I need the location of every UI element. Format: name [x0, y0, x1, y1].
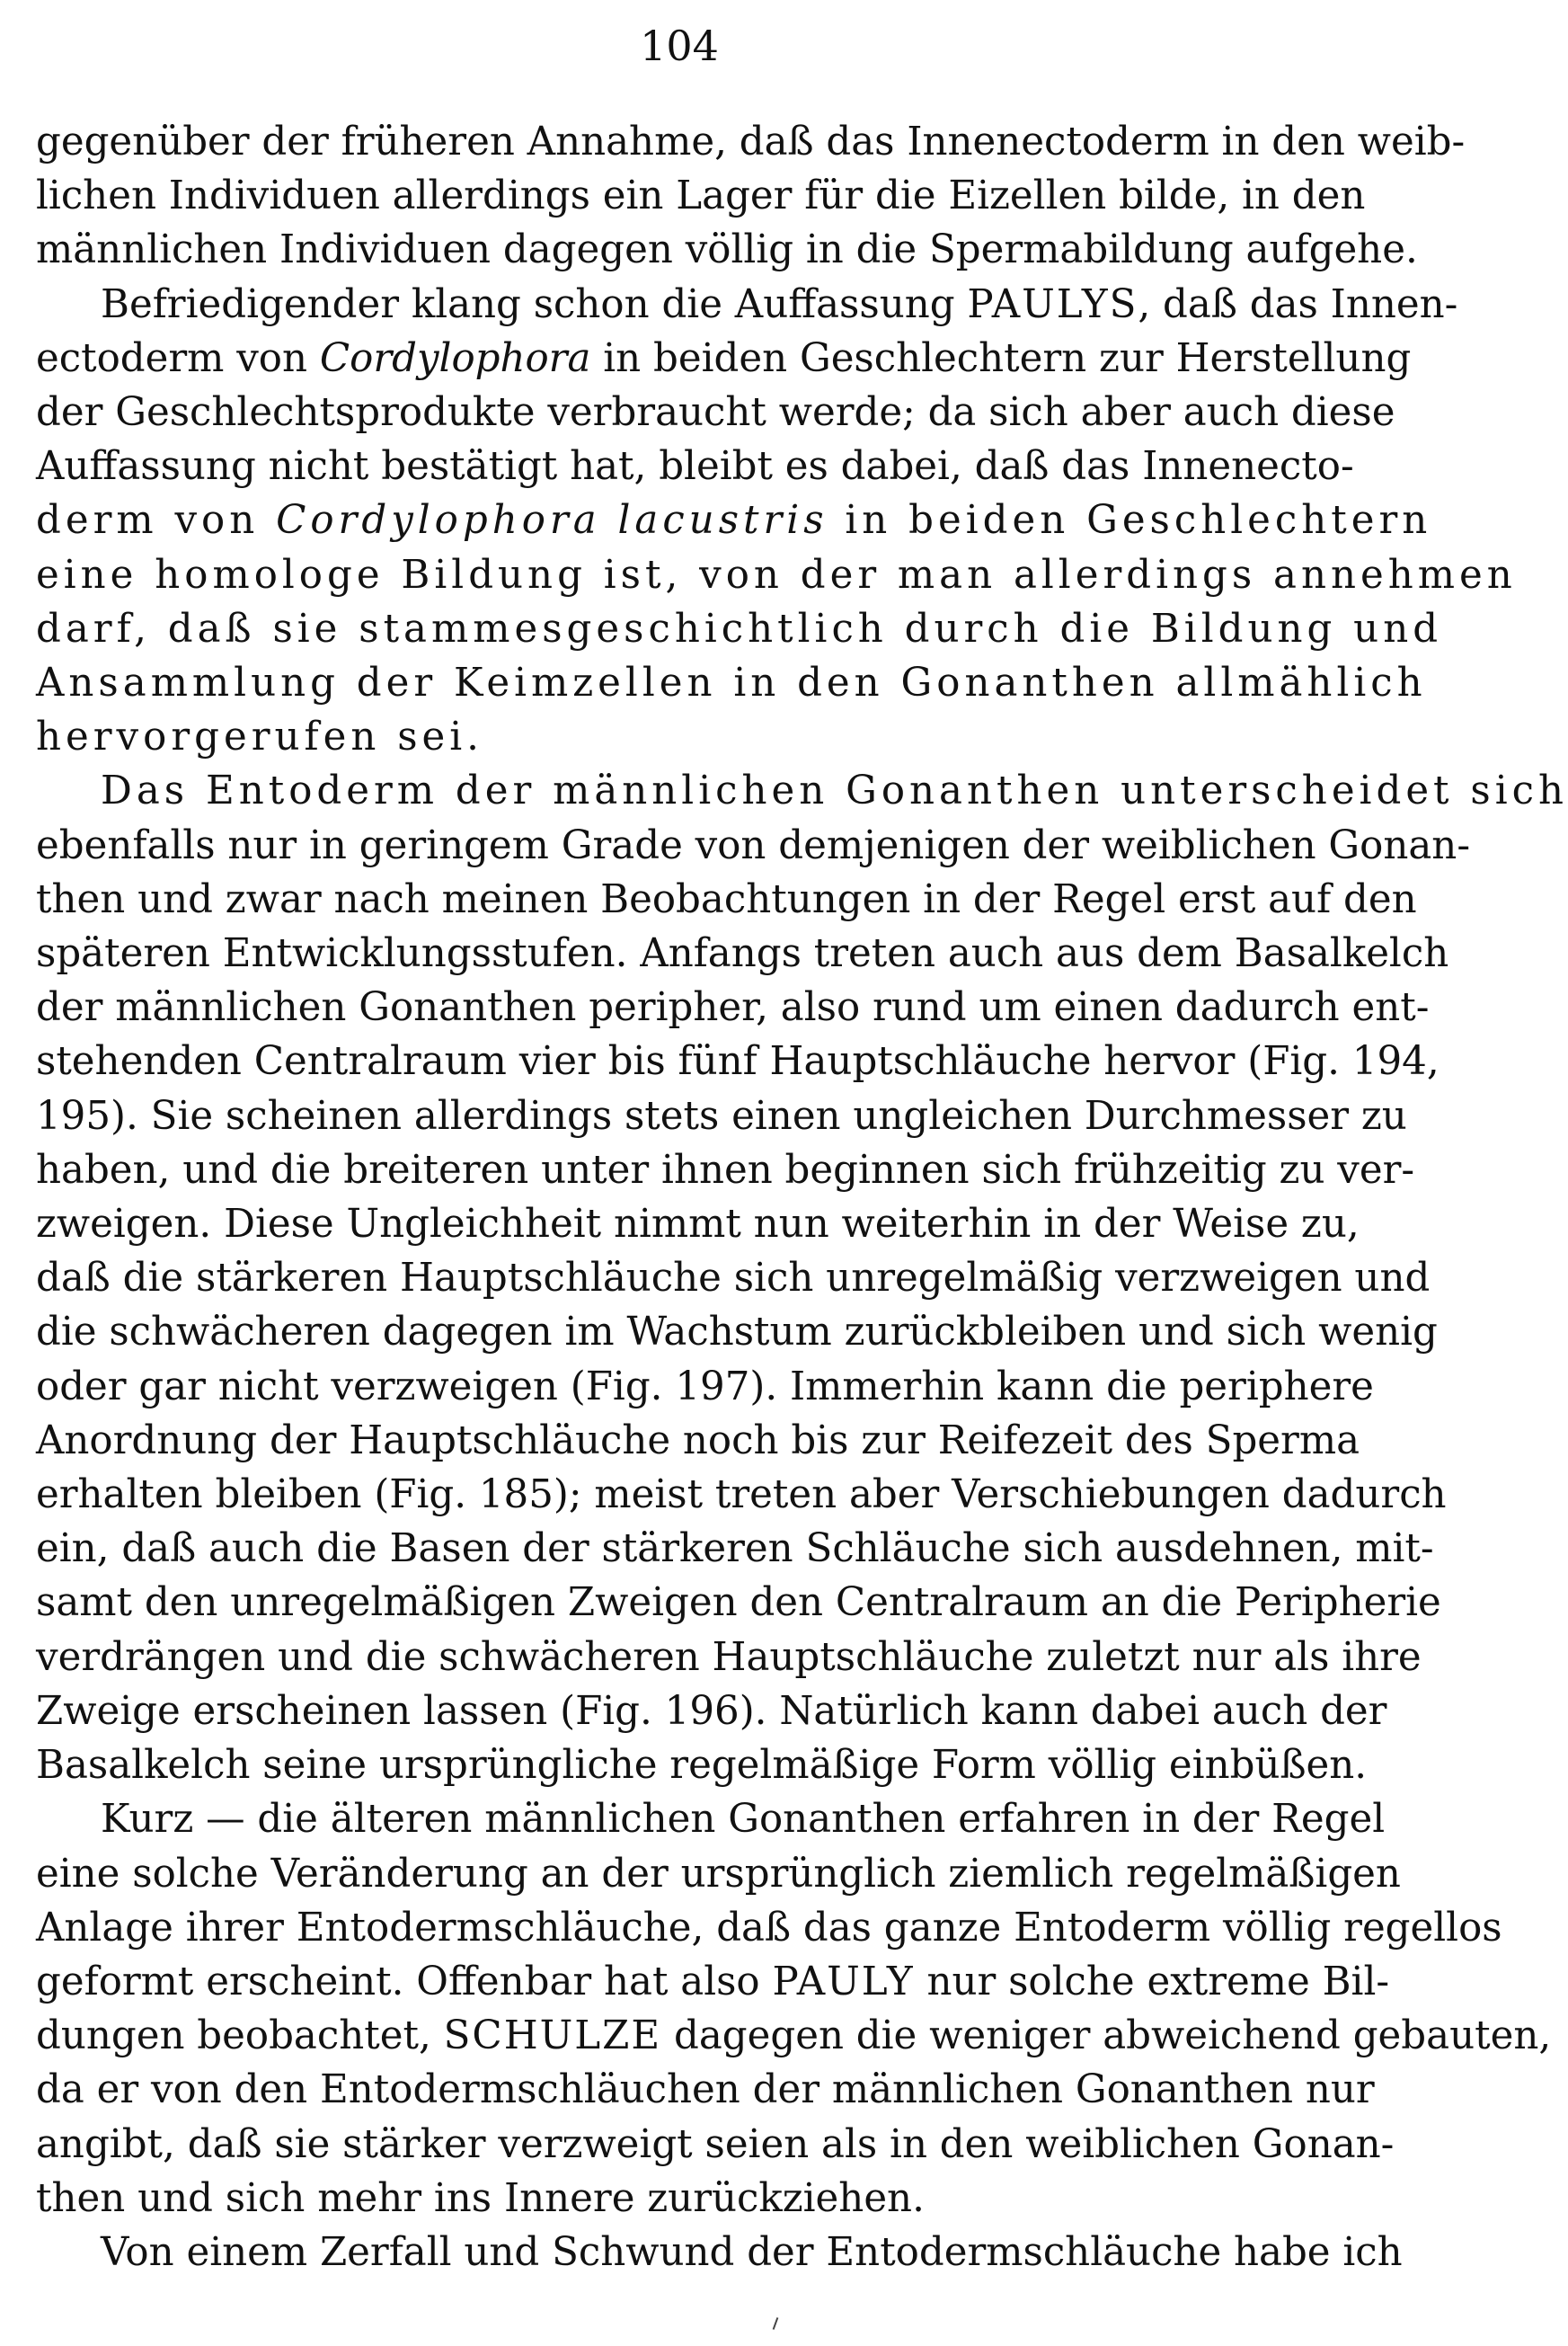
- text-line: oder gar nicht verzweigen (Fig. 197). Immerhin kann die periphere: [36, 1364, 1374, 1409]
- text-line: samt den unregelmäßigen Zweigen den Centralraum an die Peripherie: [36, 1580, 1441, 1626]
- text-line: geformt erscheint. Offenbar hat also PAULY nur solche extreme Bil-: [36, 1959, 1390, 2004]
- text-line: verdrängen und die schwächeren Hauptschläuche zuletzt nur als ihre: [36, 1634, 1422, 1680]
- paragraph: [36, 278, 1517, 765]
- text-line: Kurz — die älteren männlichen Gonanthen erfahren in der Regel: [101, 1797, 1386, 1843]
- paragraph: [36, 2226, 1403, 2279]
- text-line: Zweige erscheinen lassen (Fig. 196). Natürlich kann dabei auch der: [36, 1688, 1387, 1734]
- text-line: da er von den Entodermschläuchen der männlichen Gonanthen nur: [36, 2067, 1375, 2113]
- text-line: stehenden Centralraum vier bis fünf Hauptschläuche hervor (Fig. 194,: [36, 1039, 1440, 1085]
- paragraph: [36, 764, 1568, 1792]
- text-line: lichen Individuen allerdings ein Lager für die Eizellen bilde, in den: [36, 173, 1366, 219]
- text-line: ein, daß auch die Basen der stärkeren Schläuche sich ausdehnen, mit-: [36, 1526, 1434, 1572]
- text-line: eine homologe Bildung ist, von der man allerdings annehmen: [36, 552, 1517, 598]
- text-line: erhalten bleiben (Fig. 185); meist treten aber Verschiebungen dadurch: [36, 1472, 1447, 1518]
- print-speck: [773, 2317, 779, 2330]
- text-line: Anlage ihrer Entodermschläuche, daß das ganze Entoderm völlig regellos: [36, 1905, 1502, 1951]
- text-line: Von einem Zerfall und Schwund der Entodermschläuche habe ich: [101, 2229, 1403, 2275]
- text-line: männlichen Individuen dagegen völlig in die Spermabildung aufgehe.: [36, 227, 1418, 273]
- text-line: then und zwar nach meinen Beobachtungen in der Regel erst auf den: [36, 876, 1417, 922]
- paragraph: [36, 115, 1466, 278]
- text-line: dungen beobachtet, SCHULZE dagegen die weniger abweichend gebauten,: [36, 2013, 1552, 2059]
- text-line: der Geschlechtsprodukte verbraucht werde; da sich aber auch diese: [36, 390, 1395, 436]
- text-line: Auffassung nicht bestätigt hat, bleibt es dabei, daß das Innenecto-: [36, 444, 1354, 490]
- text-line: Befriedigender klang schon die Auffassung PAULYS, daß das Innen-: [101, 281, 1458, 327]
- text-line: eine solche Veränderung an der ursprünglich ziemlich regelmäßigen: [36, 1851, 1401, 1897]
- text-line: ectoderm von Cordylophora in beiden Geschlechtern zur Herstellung: [36, 335, 1412, 381]
- text-line: der männlichen Gonanthen peripher, also rund um einen dadurch ent-: [36, 985, 1430, 1031]
- text-line: derm von Cordylophora lacustris in beiden Geschlechtern: [36, 498, 1432, 544]
- text-line: zweigen. Diese Ungleichheit nimmt nun weiterhin in der Weise zu,: [36, 1202, 1360, 1248]
- text-line: hervorgerufen sei.: [36, 715, 484, 760]
- text-line: Das Entoderm der männlichen Gonanthen unterscheidet sich: [101, 769, 1568, 814]
- text-line: Ansammlung der Keimzellen in den Gonanthen allmählich: [36, 661, 1427, 706]
- text-line: gegenüber der früheren Annahme, daß das Innenectoderm in den weib-: [36, 120, 1466, 164]
- text-line: haben, und die breiteren unter ihnen beginnen sich frühzeitig zu ver-: [36, 1147, 1415, 1193]
- text-line: die schwächeren dagegen im Wachstum zurückbleiben und sich wenig: [36, 1310, 1438, 1355]
- text-line: daß die stärkeren Hauptschläuche sich unregelmäßig verzweigen und: [36, 1256, 1431, 1302]
- paragraph: [36, 1792, 1552, 2226]
- page-number: 104: [640, 22, 719, 70]
- text-line: angibt, daß sie stärker verzweigt seien als in den weiblichen Gonan-: [36, 2121, 1395, 2167]
- text-line: späteren Entwicklungsstufen. Anfangs treten auch aus dem Basalkelch: [36, 931, 1449, 977]
- text-line: then und sich mehr ins Innere zurückziehen.: [36, 2175, 925, 2221]
- text-line: Basalkelch seine ursprüngliche regelmäßige Form völlig einbüßen.: [36, 1743, 1368, 1789]
- text-line: Anordnung der Hauptschläuche noch bis zur Reifezeit des Sperma: [36, 1417, 1360, 1463]
- text-line: 195). Sie scheinen allerdings stets einen ungleichen Durchmesser zu: [36, 1093, 1407, 1139]
- text-line: ebenfalls nur in geringem Grade von demjenigen der weiblichen Gonan-: [36, 822, 1471, 868]
- body-text: [36, 115, 1568, 2279]
- text-line: darf, daß sie stammesgeschichtlich durch die Bildung und: [36, 606, 1443, 652]
